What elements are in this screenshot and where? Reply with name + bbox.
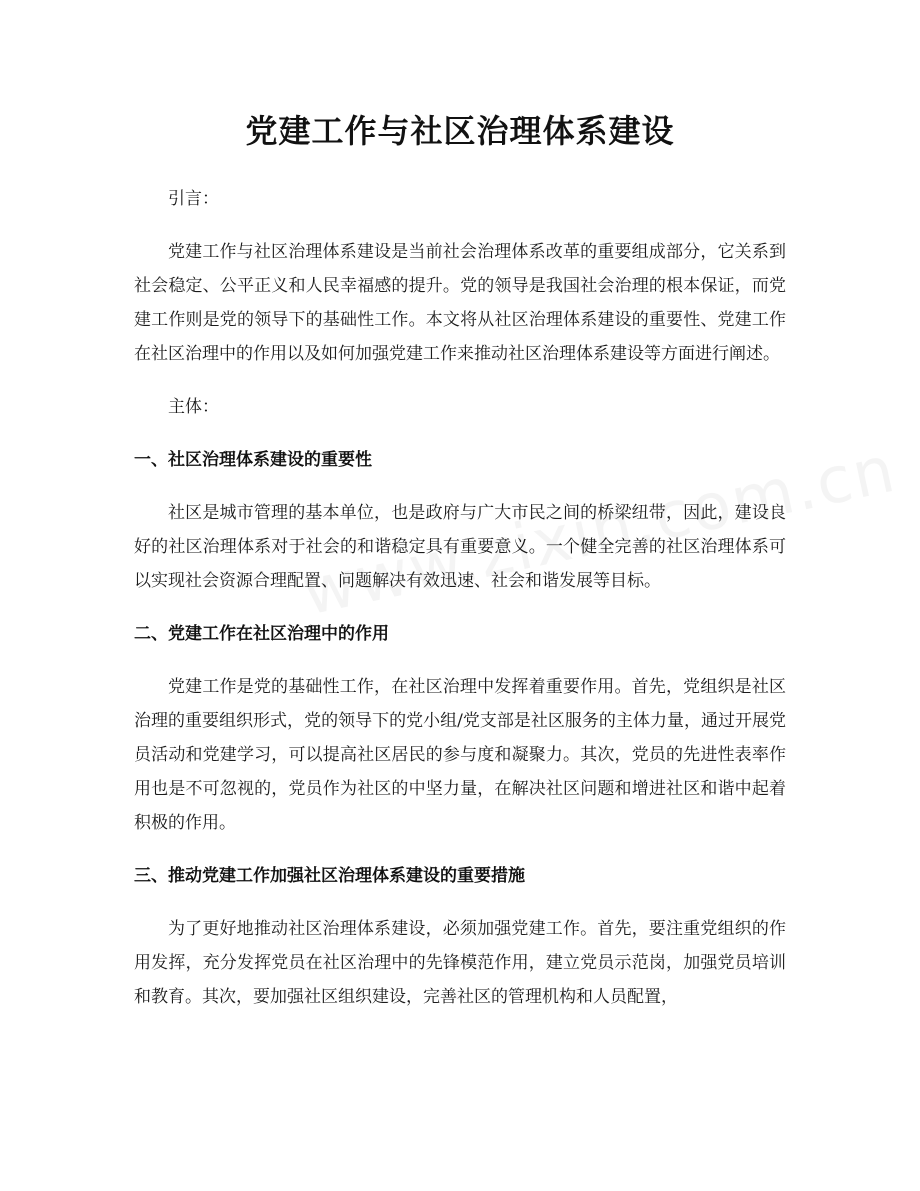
section-heading-3: 三、推动党建工作加强社区治理体系建设的重要措施 — [134, 866, 525, 886]
main-body-label: 主体： — [168, 397, 219, 417]
section-heading-1: 一、社区治理体系建设的重要性 — [134, 450, 372, 470]
document-title: 党建工作与社区治理体系建设 — [245, 112, 675, 150]
section-paragraph-2: 党建工作是党的基础性工作，在社区治理中发挥着重要作用。首先，党组织是社区治理的重要组织形式，党的领导下的党小组/党支部是社区服务的主体力量，通过开展党员活动和党建学习，可以提高社区居民的参与度和凝聚力。其次，党员的先进性表率作用也是不可忽视的，党员作为社区的中坚力量，在解决社区问题和增进社区和谐中起着积极的作用。 — [134, 677, 786, 833]
intro-label: 引言： — [168, 189, 219, 209]
document-body — [134, 182, 786, 1033]
intro-paragraph: 党建工作与社区治理体系建设是当前社会治理体系改革的重要组成部分，它关系到社会稳定、公平正义和人民幸福感的提升。党的领导是我国社会治理的根本保证，而党建工作则是党的领导下的基础性工作。本文将从社区治理体系建设的重要性、党建工作在社区治理中的作用以及如何加强党建工作来推动社区治理体系建设等方面进行阐述。 — [134, 242, 786, 364]
section-paragraph-1: 社区是城市管理的基本单位，也是政府与广大市民之间的桥梁纽带，因此，建设良好的社区治理体系对于社会的和谐稳定具有重要意义。一个健全完善的社区治理体系可以实现社会资源合理配置、问题解决有效迅速、社会和谐发展等目标。 — [134, 503, 786, 591]
section-heading-2: 二、党建工作在社区治理中的作用 — [134, 624, 389, 644]
section-paragraph-3: 为了更好地推动社区治理体系建设，必须加强党建工作。首先，要注重党组织的作用发挥，充分发挥党员在社区治理中的先锋模范作用，建立党员示范岗，加强党员培训和教育。其次，要加强社区组织建设，完善社区的管理机构和人员配置， — [134, 919, 786, 1007]
